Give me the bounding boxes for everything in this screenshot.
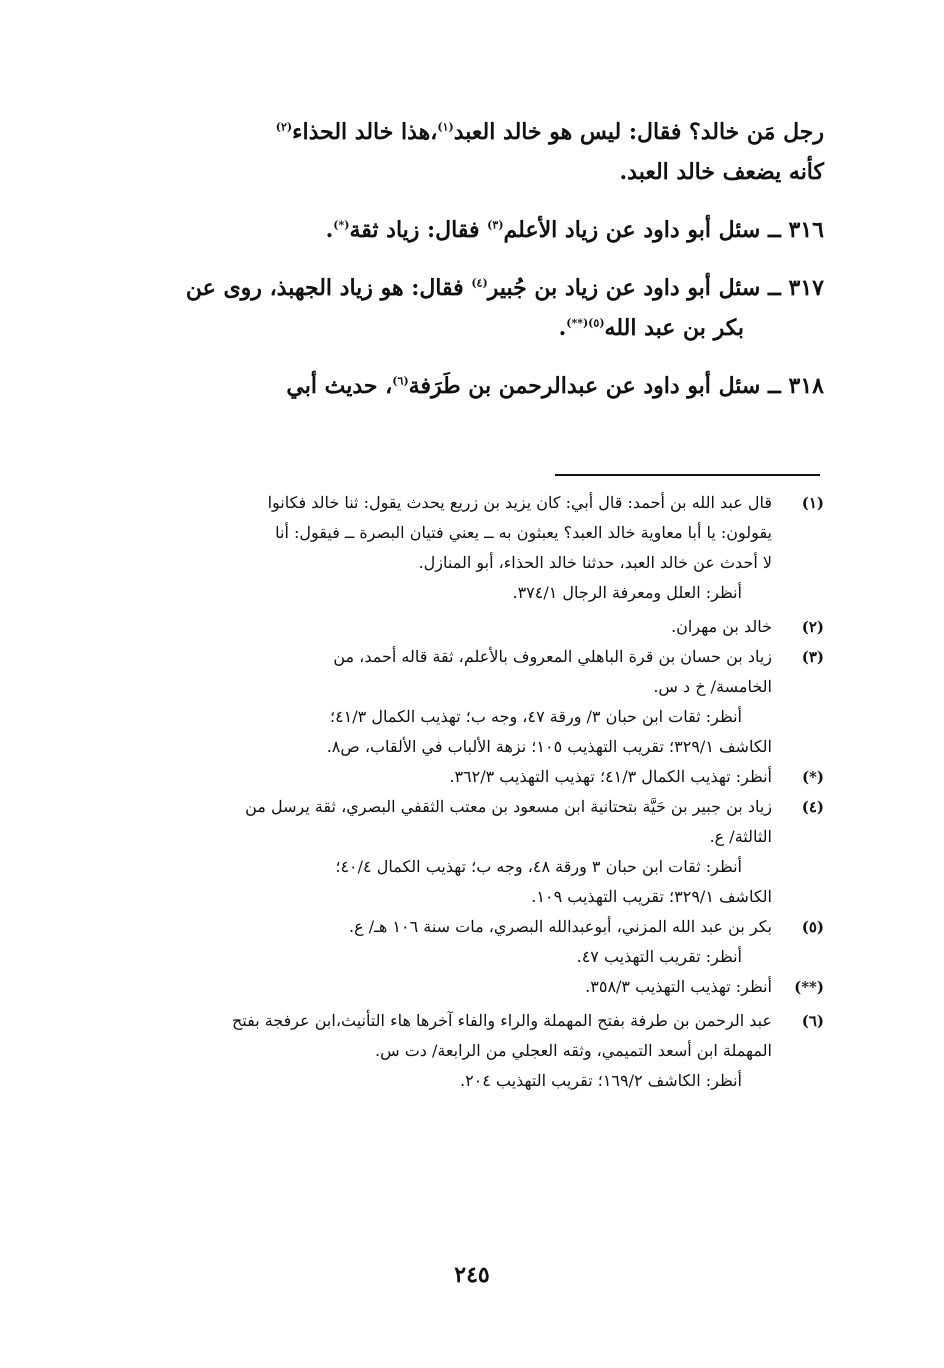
footnote [124,488,824,608]
text-span: فقال: هو زياد الجهبذ، روى عن [185,275,472,301]
footnote-line: لا أحدث عن خالد العبد، حدثنا خالد الحذاء، أبو المنازل. [418,553,772,572]
text-span: . [325,217,334,243]
footnote-ref: (٥)(**) [566,316,605,330]
footnote-line: المهملة ابن أسعد التميمي، وثقه العجلي من الرابعة/ دت س. [374,1041,772,1060]
footnote-line: زياد بن حسان بن قرة الباهلي المعروف بالأعلم، ثقة قاله أحمد، من [333,647,772,666]
footnote-body [124,612,772,642]
footnote-mark: (٤) [801,798,824,816]
footnote [124,1006,824,1096]
footnote [124,972,824,1002]
main-text [124,112,824,406]
footnote-mark: (٦) [801,1012,824,1030]
entry-317 [124,268,824,308]
footnote-line: قال عبد الله بن أحمد: قال أبي: كان يزيد بن زريع يحدث يقول: ثنا خالد فكانوا [267,493,772,512]
footnote-line: أنظر: تهذيب التهذيب ٣٥٨/٣. [585,977,772,996]
footnote-ref-line: أنظر: ثقات ابن حبان ٣/ ورقة ٤٧، وجه ب؛ تهذيب الكمال ٤١/٣؛ [329,707,742,726]
footnote-line: يقولون: يا أبا معاوية خالد العبد؟ يعبثون به ــ يعني فتيان البصرة ــ فيقول: أنا [275,523,772,542]
footnote [124,792,824,912]
footnote-line: أنظر: تهذيب الكمال ٤١/٣؛ تهذيب التهذيب ٣٦٢/٣. [449,767,772,786]
footnote-line: زياد بن جبير بن حَيَّة بتحتانية ابن مسعود بن معتب الثقفي البصري، ثقة يرسل من [245,797,772,816]
footnote-ref-line: أنظر: تقريب التهذيب ٤٧. [576,947,742,966]
footnote-body [124,488,772,608]
footnote-mark: (٣) [801,648,824,666]
text-line: كأنه يضعف خالد العبد. [619,159,824,185]
text-span: رجل مَن خالد؟ فقال: ليس هو خالد العبد [453,119,824,145]
footnote-ref-line: الكاشف ٣٢٩/١؛ تقريب التهذيب ١٠٩. [531,887,772,906]
text-span: ــ سئل أبو داود عن زياد الأعلم [503,217,781,243]
footnote-ref-line: أنظر: الكاشف ١٦٩/٢؛ تقريب التهذيب ٢٠٤. [459,1071,742,1090]
footnote-divider [555,474,820,476]
footnote [124,912,824,972]
footnote [124,642,824,762]
footnote-ref-line: أنظر: ثقات ابن حبان ٣ ورقة ٤٨، وجه ب؛ تهذيب الكمال ٤٠/٤؛ [335,857,742,876]
footnote-line: خالد بن مهران. [671,617,772,636]
footnote-body [124,972,772,1002]
page-number: ٢٤٥ [454,1262,490,1288]
text-span: فقال: زياد ثقة [349,217,488,243]
text-span: . [558,315,567,341]
text-line [124,112,824,152]
footnote-line: عبد الرحمن بن طرفة بفتح المهملة والراء والفاء آخرها هاء التأنيث،ابن عرفجة بفتح [231,1011,772,1030]
entry-318 [124,366,824,406]
text-span: ،هذا خالد الحذاء [292,119,438,145]
footnote-body [124,1006,772,1096]
text-span: ، حديث أبي [286,373,393,399]
text-line [124,308,824,348]
footnote-ref-line: أنظر: العلل ومعرفة الرجال ٣٧٤/١. [512,583,742,602]
footnote-line: الخامسة/ خ د س. [653,677,772,696]
footnote-ref: (٤) [471,276,488,290]
footnote-body [124,642,772,762]
footnote-mark: (١) [801,494,824,512]
footnote [124,612,824,642]
entry-number: ٣١٦ [788,217,824,243]
footnote-mark: (٢) [801,618,824,636]
footnote-body [124,762,772,792]
footnotes [124,488,824,1096]
footnote-mark: (٥) [801,918,824,936]
footnote-ref: (٢) [275,120,293,134]
footnote-ref: (١) [437,120,454,134]
footnote-ref: (*) [333,218,350,232]
entry-number: ٣١٨ [788,373,824,399]
text-span: ــ سئل أبو داود عن زياد بن جُبير [487,275,781,301]
text-span: ــ سئل أبو داود عن عبدالرحمن بن طَرَفة [408,373,781,399]
footnote-ref: (٦) [392,374,409,388]
text-span: بكر بن عبد الله [604,315,744,341]
entry-number: ٣١٧ [788,275,824,301]
footnote-mark: (*) [801,768,824,786]
footnote-ref-line: الكاشف ٣٢٩/١؛ تقريب التهذيب ١٠٥؛ نزهة الألباب في الألقاب، ص٨. [326,737,772,756]
footnote [124,762,824,792]
footnote-line: بكر بن عبد الله المزني، أبوعبدالله البصري، مات سنة ١٠٦ هـ/ ع. [349,917,772,936]
entry-316 [124,210,824,250]
footnote-ref: (٣) [487,218,504,232]
footnote-body [124,792,772,912]
footnote-mark: (**) [794,978,824,996]
footnote-line: الثالثة/ ع. [709,827,772,846]
footnote-body [124,912,772,972]
